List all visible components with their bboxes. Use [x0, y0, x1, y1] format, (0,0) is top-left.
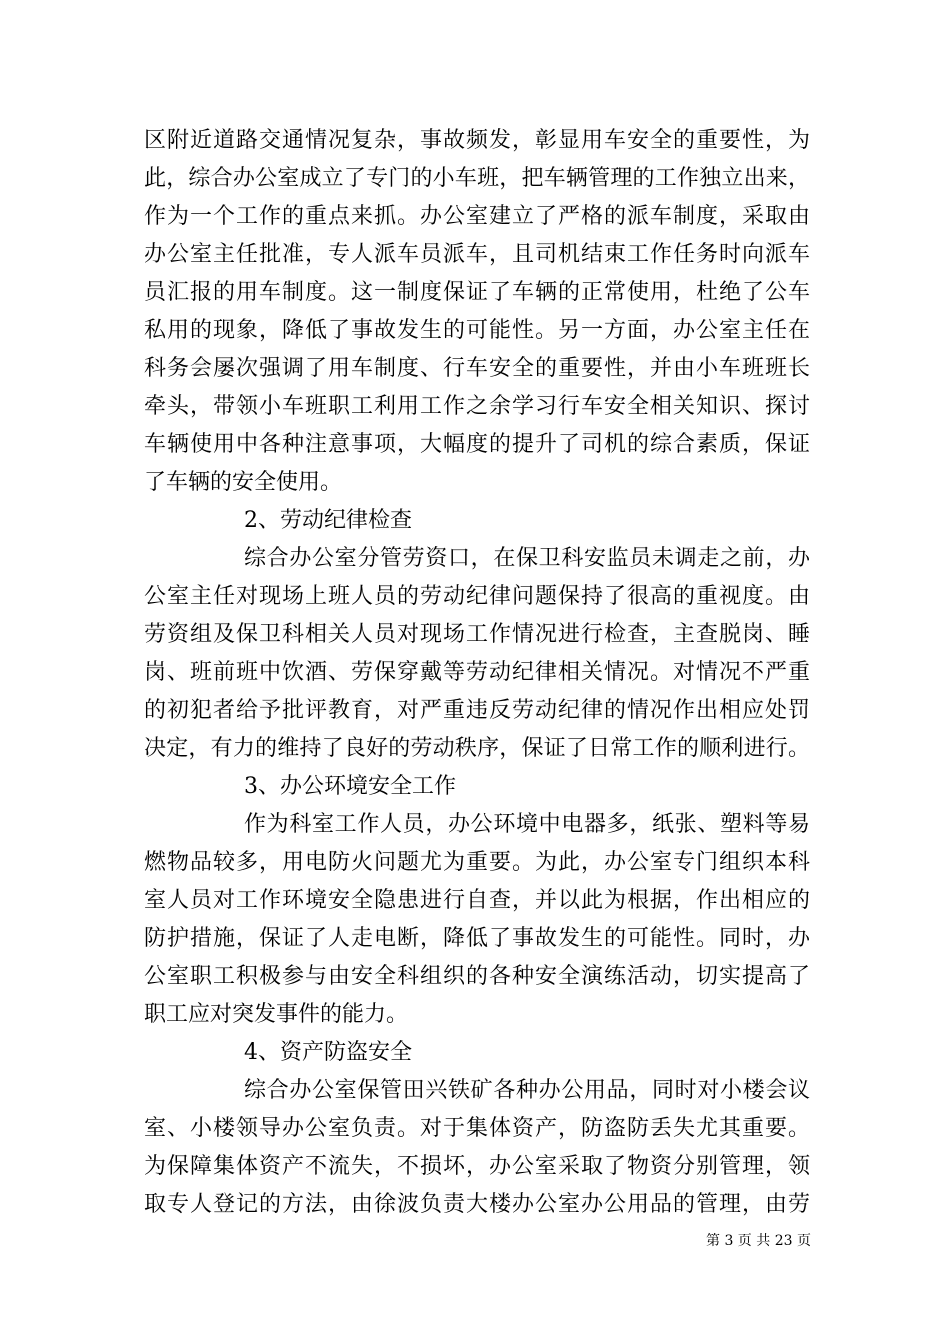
paragraph-line: 科务会屡次强调了用车制度、行车安全的重要性，并由小车班班长	[144, 356, 810, 381]
paragraph-line: 职工应对突发事件的能力。	[144, 1002, 409, 1027]
paragraph-line: 防护措施，保证了人走电断，降低了事故发生的可能性。同时，办	[144, 926, 810, 951]
paragraph-line: 的初犯者给予批评教育，对严重违反劳动纪律的情况作出相应处罚	[144, 698, 810, 723]
paragraph-line: 作为一个工作的重点来抓。办公室建立了严格的派车制度，采取由	[144, 204, 810, 229]
paragraph-line: 劳资组及保卫科相关人员对现场工作情况进行检查，主查脱岗、睡	[144, 622, 810, 647]
paragraph-line: 了车辆的安全使用。	[144, 470, 343, 495]
paragraph-line: 办公室主任批准，专人派车员派车，且司机结束工作任务时向派车	[144, 242, 810, 267]
paragraph-line: 室人员对工作环境安全隐患进行自查，并以此为根据，作出相应的	[144, 888, 810, 913]
paragraph-line: 此，综合办公室成立了专门的小车班，把车辆管理的工作独立出来，	[144, 166, 810, 191]
paragraph-line: 公室职工积极参与由安全科组织的各种安全演练活动，切实提高了	[144, 964, 810, 989]
paragraph-line: 公室主任对现场上班人员的劳动纪律问题保持了很高的重视度。由	[144, 584, 810, 609]
paragraph-line: 岗、班前班中饮酒、劳保穿戴等劳动纪律相关情况。对情况不严重	[144, 660, 810, 685]
paragraph-line: 室、小楼领导办公室负责。对于集体资产，防盗防丢失尤其重要。	[144, 1116, 810, 1141]
page-number-footer: 第 3 页 共 23 页	[706, 1233, 811, 1249]
paragraph-line: 取专人登记的方法，由徐波负责大楼办公室办公用品的管理，由劳	[144, 1192, 810, 1217]
paragraph-line: 牵头，带领小车班职工利用工作之余学习行车安全相关知识、探讨	[144, 394, 810, 419]
paragraph-line: 综合办公室分管劳资口，在保卫科安监员未调走之前，办	[244, 546, 810, 571]
paragraph-line: 为保障集体资产不流失，不损坏，办公室采取了物资分别管理，领	[144, 1154, 810, 1179]
paragraph-line: 员汇报的用车制度。这一制度保证了车辆的正常使用，杜绝了公车	[144, 280, 810, 305]
paragraph-line: 区附近道路交通情况复杂，事故频发，彰显用车安全的重要性，为	[144, 128, 810, 153]
paragraph-line: 作为科室工作人员，办公环境中电器多，纸张、塑料等易	[244, 812, 810, 837]
paragraph-line: 决定，有力的维持了良好的劳动秩序，保证了日常工作的顺利进行。	[144, 736, 810, 761]
paragraph-line: 燃物品较多，用电防火问题尤为重要。为此，办公室专门组织本科	[144, 850, 810, 875]
paragraph-line: 车辆使用中各种注意事项，大幅度的提升了司机的综合素质，保证	[144, 432, 810, 457]
paragraph-line: 私用的现象，降低了事故发生的可能性。另一方面，办公室主任在	[144, 318, 810, 343]
section-heading-3: 3、办公环境安全工作	[244, 774, 456, 799]
paragraph-line: 综合办公室保管田兴铁矿各种办公用品，同时对小楼会议	[244, 1078, 810, 1103]
section-heading-2: 2、劳动纪律检查	[244, 508, 412, 533]
section-heading-4: 4、资产防盗安全	[244, 1040, 412, 1065]
